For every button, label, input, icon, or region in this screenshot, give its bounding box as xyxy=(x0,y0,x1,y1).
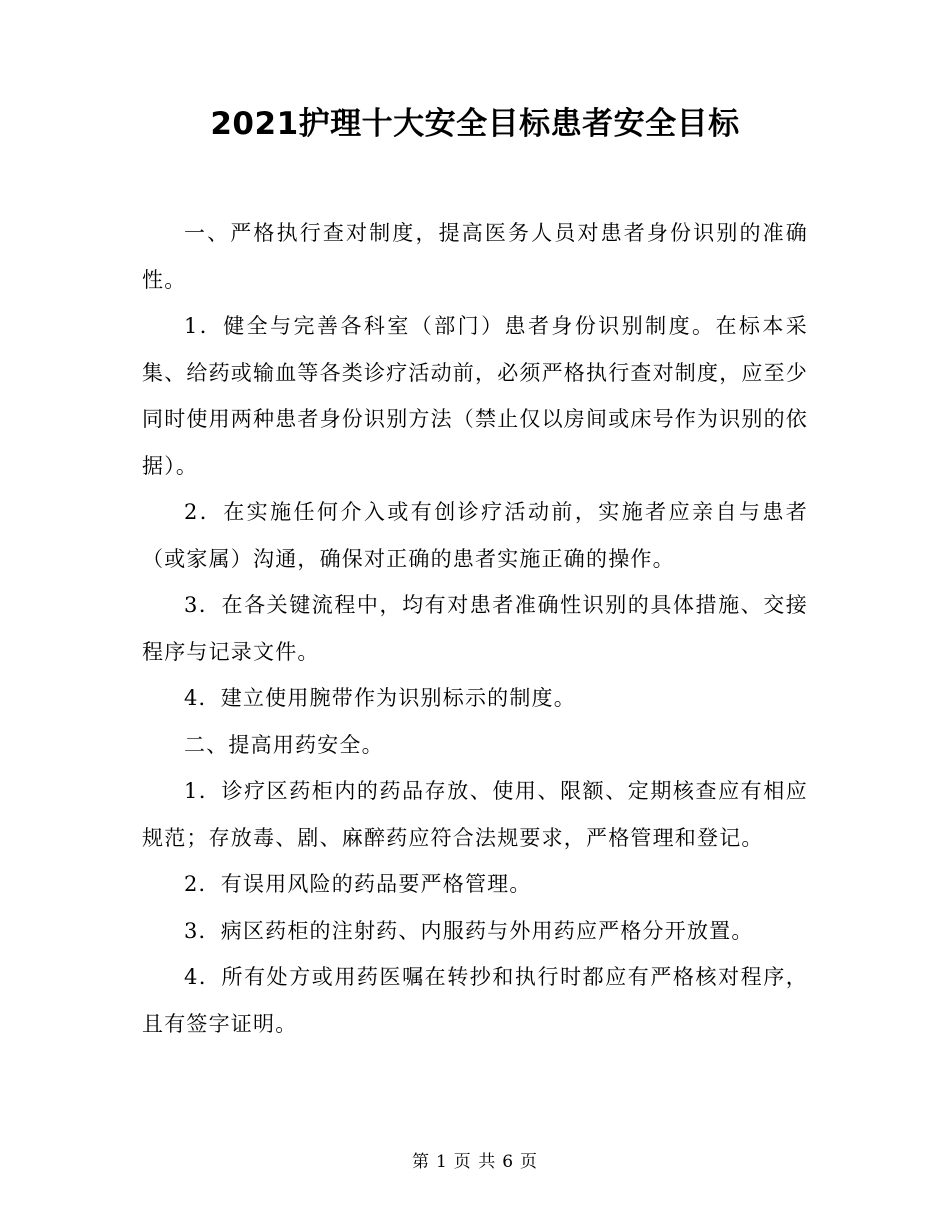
current-page-number: 1 xyxy=(435,1152,448,1172)
document-title: 2021护理十大安全目标患者安全目标 xyxy=(210,106,740,142)
paragraph: 2．有误用风险的药品要严格管理。 xyxy=(184,872,532,896)
paragraph: 3．病区药柜的注射药、内服药与外用药应严格分开放置。 xyxy=(184,918,754,943)
section-heading-2: 二、提高用药安全。 xyxy=(184,732,384,757)
paragraph: 1．健全与完善各科室（部门）患者身份识别制度。在标本采集、给药或输血等各类诊疗活动前，必须严格执行查对制度，应至少同时使用两种患者身份识别方法（禁止仅以房间或床号作为识别的依据）。 xyxy=(142,314,808,478)
paragraph: 4．所有处方或用药医嘱在转抄和执行时都应有严格核对程序，且有签字证明。 xyxy=(142,965,808,1036)
page-label-mid: 页 共 xyxy=(453,1152,497,1172)
paragraph: 1．诊疗区药柜内的药品存放、使用、限额、定期核查应有相应规范；存放毒、剧、麻醉药应符合法规要求，严格管理和登记。 xyxy=(142,779,808,850)
paragraph: 4．建立使用腕带作为识别标示的制度。 xyxy=(184,686,576,710)
paragraph: 2．在实施任何介入或有创诊疗活动前，实施者应亲自与患者（或家属）沟通，确保对正确的患者实施正确的操作。 xyxy=(142,500,808,571)
section-heading-1: 一、严格执行查对制度，提高医务人员对患者身份识别的准确性。 xyxy=(142,221,808,292)
page-label-prefix: 第 xyxy=(411,1152,430,1172)
total-pages-number: 6 xyxy=(502,1152,515,1172)
page-footer xyxy=(0,1150,950,1174)
paragraph: 3．在各关键流程中，均有对患者准确性识别的具体措施、交接程序与记录文件。 xyxy=(142,593,808,664)
document-body xyxy=(142,210,808,1047)
page-label-suffix: 页 xyxy=(520,1152,539,1172)
